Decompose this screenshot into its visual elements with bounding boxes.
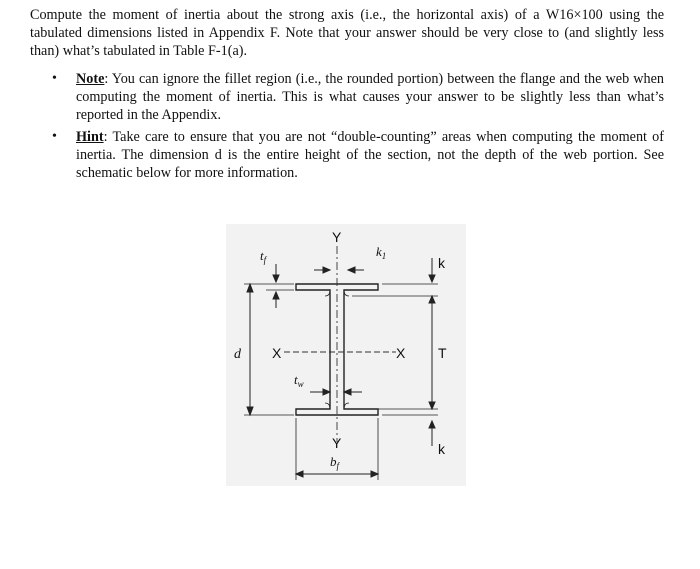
problem-document: [30, 6, 664, 186]
bf-arrow-left-icon: [296, 471, 303, 477]
label-d: d: [234, 347, 241, 362]
hint-lead: Hint: [76, 129, 104, 145]
tw-arrow-left-icon: [323, 389, 330, 395]
T-arrow-top-icon: [429, 296, 435, 303]
label-x-left: X: [272, 345, 282, 361]
d-arrow-top-icon: [247, 284, 253, 292]
label-tf: $t_f$: [260, 248, 267, 265]
bullet-dot-icon: •: [52, 71, 57, 86]
bullet-list: [30, 70, 664, 182]
k1-arrow-left-icon: [323, 267, 330, 273]
label-x-right: X: [396, 345, 406, 361]
k1-arrow-right-icon: [348, 267, 355, 273]
label-y-top: Y: [332, 229, 342, 245]
label-T: T: [438, 345, 447, 361]
bullet-note: [30, 70, 664, 124]
i-beam-diagram: [226, 224, 466, 486]
label-k-top: k: [438, 255, 445, 271]
T-arrow-bottom-icon: [429, 402, 435, 409]
tf-arrow-top-icon: [273, 275, 279, 282]
hint-text: : Take care to ensure that you are not “double-counting” areas when computing the moment of inertia. The dimension d is the entire height of the section, not the depth of the web portion. See schematic below for more information.: [76, 129, 664, 181]
note-lead: Note: [76, 71, 105, 87]
bullet-dot-icon: •: [52, 129, 57, 144]
label-y-bottom: Y: [332, 435, 342, 451]
label-tw: $t_w$: [294, 372, 304, 389]
intro-paragraph: Compute the moment of inertia about the strong axis (i.e., the horizontal axis) of a W16×100 using the tabulated dimensions listed in Appendix F. Note that your answer should be very close to (and slightly less than) what’s tabulated in Table F-1(a).: [30, 7, 664, 59]
k-top-arrow-icon: [429, 275, 435, 282]
tf-arrow-bottom-icon: [273, 292, 279, 299]
bullet-hint: [30, 128, 664, 182]
label-bf: $b_f$: [330, 454, 340, 471]
tw-arrow-right-icon: [344, 389, 351, 395]
label-k1: $k_1$: [376, 244, 387, 261]
d-arrow-bottom-icon: [247, 407, 253, 415]
wide-flange-schematic: [226, 224, 466, 486]
k-bottom-arrow-icon: [429, 421, 435, 428]
label-k-bottom: k: [438, 441, 445, 457]
bf-arrow-right-icon: [371, 471, 378, 477]
note-text: : You can ignore the fillet region (i.e., the rounded portion) between the flange and the web when computing the moment of inertia. This is what causes your answer to be slightly less than what’s reported in the Appendix.: [76, 71, 664, 123]
